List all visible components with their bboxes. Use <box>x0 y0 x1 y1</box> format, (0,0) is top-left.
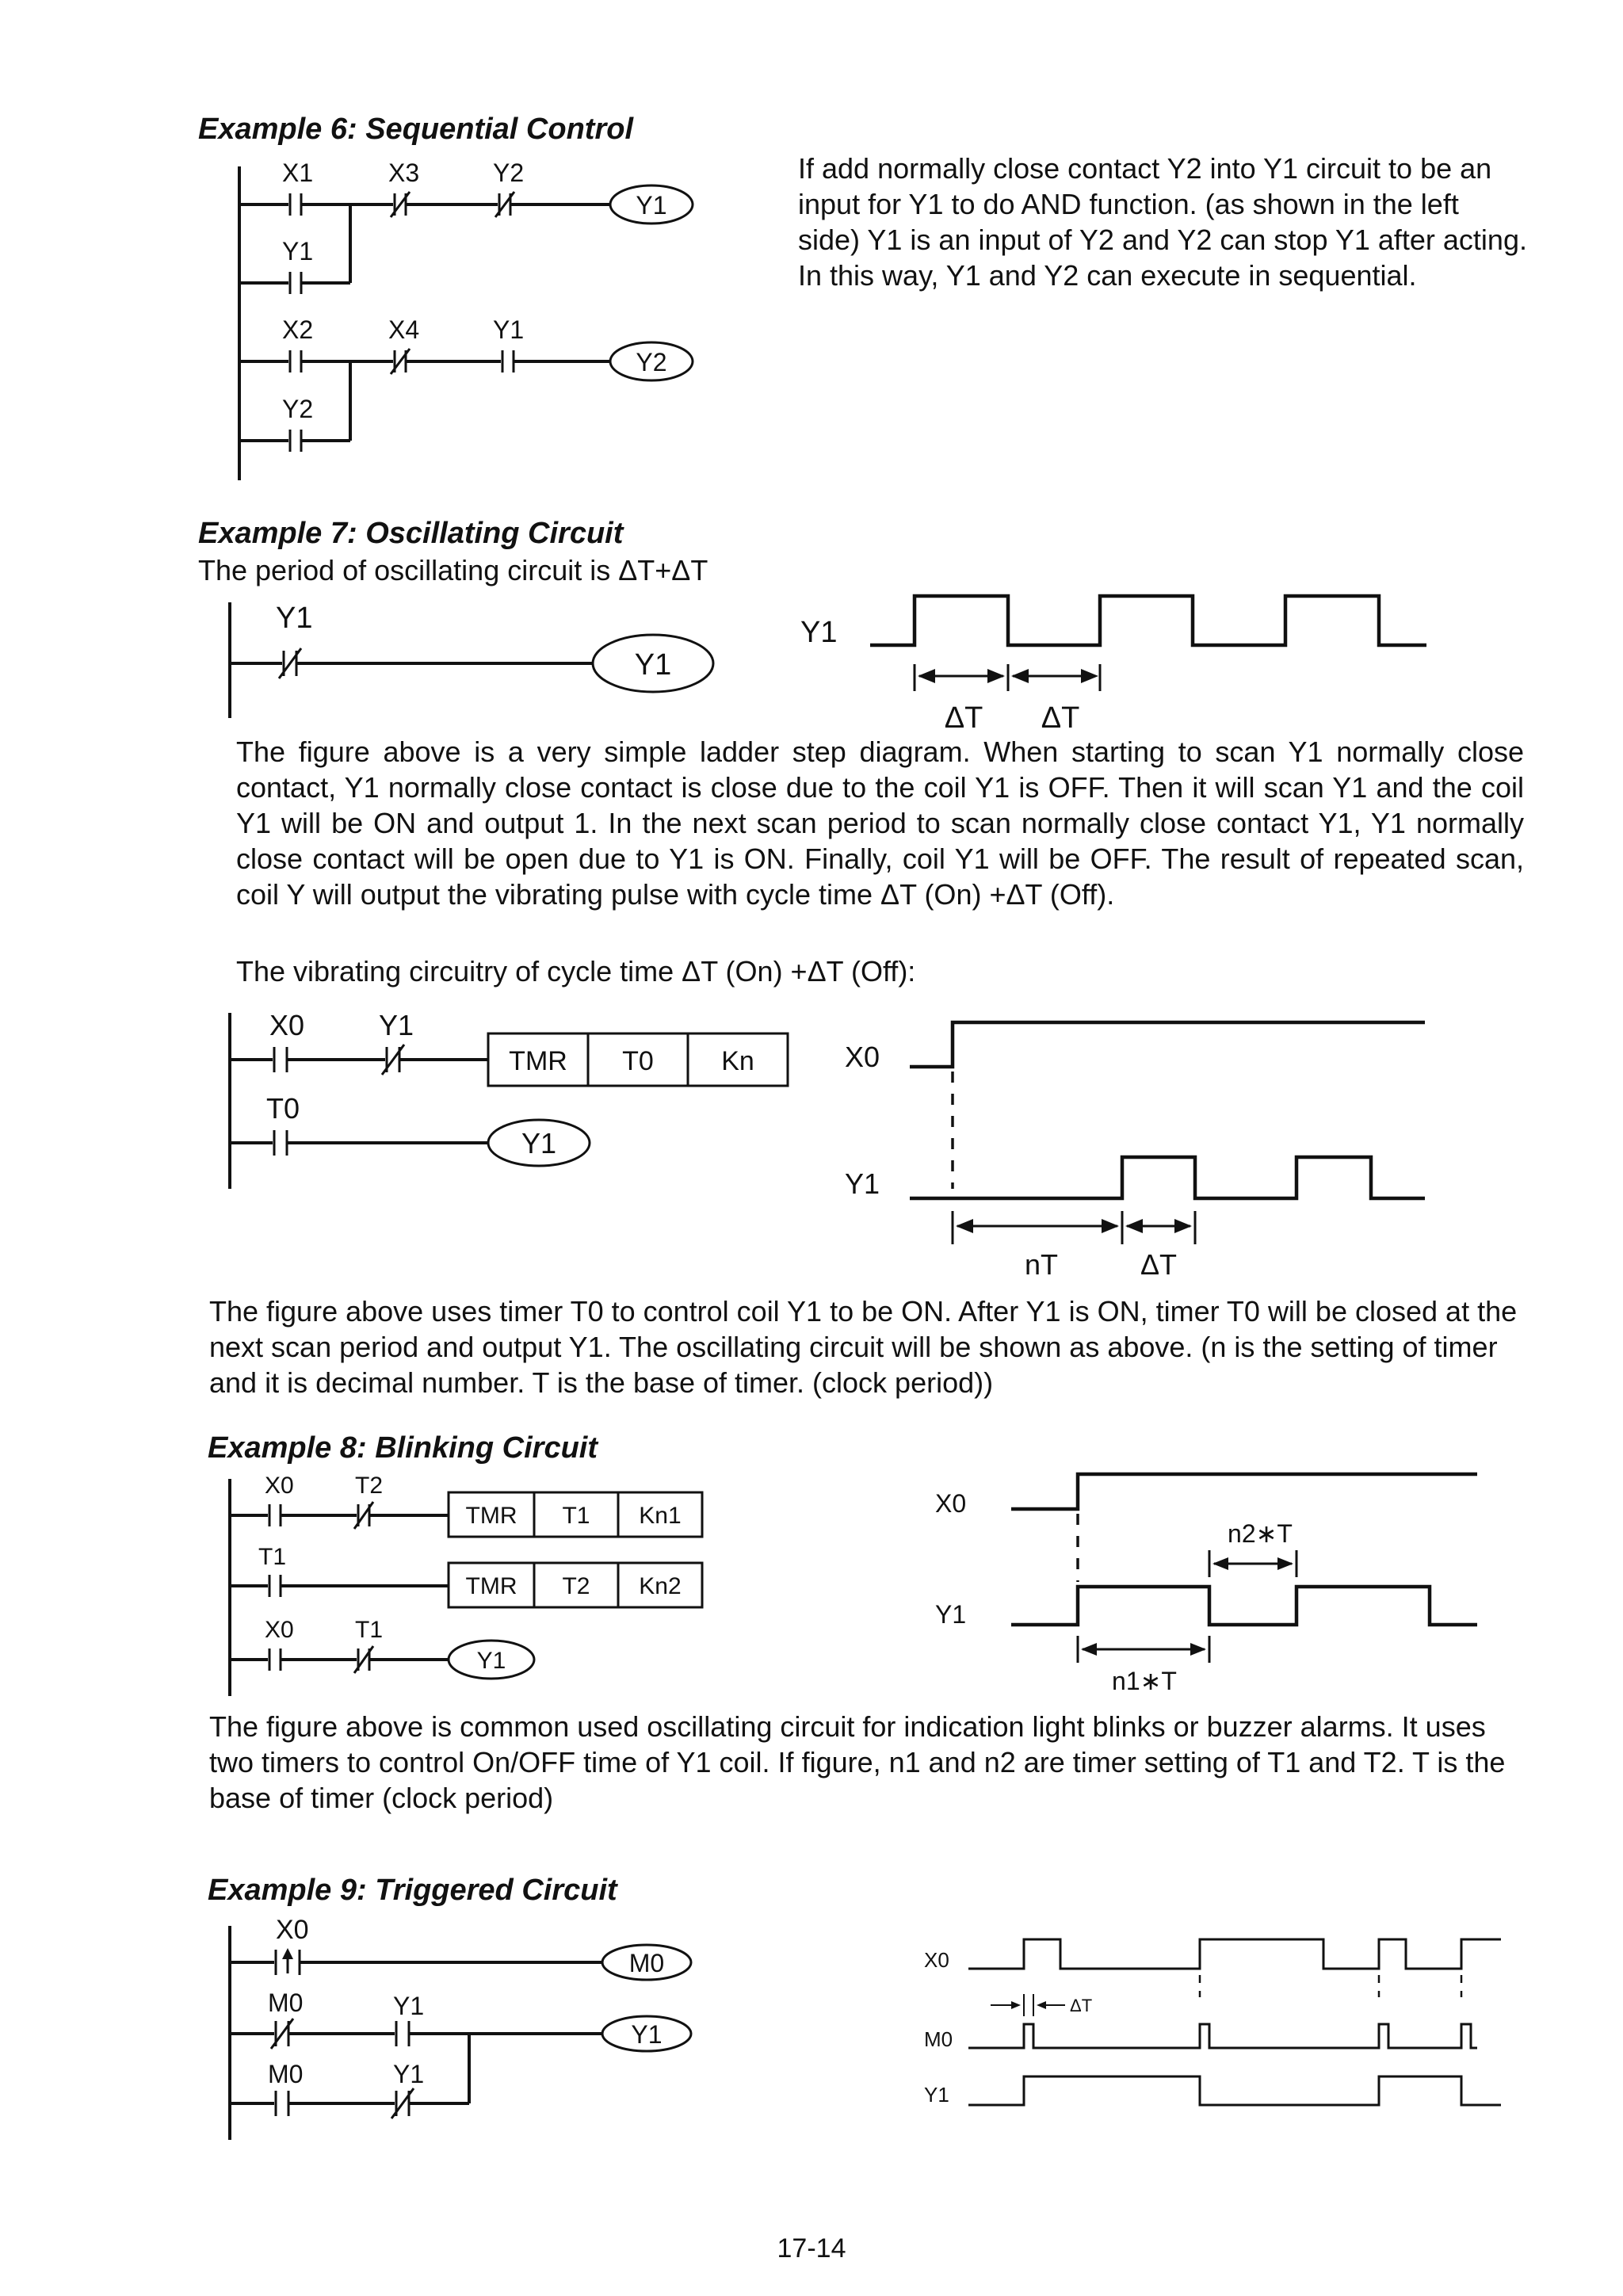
timer-t0-box-label: T0 <box>622 1046 654 1076</box>
coil-label-y1: Y1 <box>521 1127 557 1159</box>
delta-t-label: ΔT <box>1140 1248 1178 1281</box>
example-9-heading: Example 9: Triggered Circuit <box>208 1874 617 1907</box>
contact-label-t1: T1 <box>258 1544 287 1570</box>
example-6-description: If add normally close contact Y2 into Y1 circuit to be an input for Y1 to do AND function. (as shown in the left side) Y1 is an input of Y2 and Y2 can stop Y1 after acting. In this way, Y1 and Y2 can execute in sequential. <box>798 152 1527 292</box>
contact-label-x3: X3 <box>388 159 420 187</box>
nt-label: nT <box>1024 1248 1059 1281</box>
contact-label-x4: X4 <box>388 315 420 344</box>
delta-t-label-2: ΔT <box>1041 701 1080 735</box>
contact-label-x0: X0 <box>276 1915 309 1945</box>
contact-label-y2: Y2 <box>493 159 525 187</box>
example-8-heading: Example 8: Blinking Circuit <box>208 1431 598 1465</box>
example-6-heading: Example 6: Sequential Control <box>198 113 633 146</box>
timer-t2-box-label: T2 <box>562 1573 590 1599</box>
tmr-box-label-2: TMR <box>465 1573 517 1599</box>
coil-label-y1: Y1 <box>636 191 667 220</box>
tmr-box-label-1: TMR <box>465 1503 517 1529</box>
example-8-description: The figure above is common used oscillating circuit for indication light blinks or buzzer alarms. It uses two timers to control On/OFF time of Y1 coil. If figure, n1 and n2 are timer setting of T1 and T2. T is the base of timer (clock period) <box>209 1710 1506 1814</box>
contact-label-y1: Y1 <box>379 1009 414 1041</box>
n1t-label: n1∗T <box>1112 1667 1177 1695</box>
contact-label-t2: T2 <box>355 1473 384 1499</box>
coil-label-y1: Y1 <box>634 648 672 682</box>
example-7-paragraph-2: The vibrating circuitry of cycle time ΔT (On) +ΔT (Off): <box>236 955 916 988</box>
signal-label-x0: X0 <box>924 1948 949 1972</box>
contact-label-x0-rung3: X0 <box>265 1617 294 1643</box>
signal-label-m0: M0 <box>924 2027 953 2051</box>
signal-label-y1: Y1 <box>845 1167 880 1200</box>
timer-t1-box-label: T1 <box>562 1503 590 1529</box>
coil-label-y1: Y1 <box>476 1648 506 1674</box>
delta-t-label: ΔT <box>1070 1996 1093 2015</box>
signal-label-x0: X0 <box>935 1489 967 1518</box>
delta-t-label-1: ΔT <box>944 701 983 735</box>
signal-label-y1: Y1 <box>924 2083 949 2107</box>
contact-label-t1-rung3: T1 <box>355 1617 384 1643</box>
contact-label-x2: X2 <box>282 315 314 344</box>
contact-label-y1-branch: Y1 <box>393 2060 425 2088</box>
contact-label-y1-branch: Y1 <box>282 237 314 266</box>
coil-label-y1: Y1 <box>631 2020 663 2049</box>
kn-box-label: Kn <box>721 1046 754 1076</box>
contact-label-y1: Y1 <box>276 602 313 635</box>
page-number: 17-14 <box>777 2233 846 2264</box>
signal-label-y1: Y1 <box>800 616 838 649</box>
contact-label-y1: Y1 <box>393 1992 425 2020</box>
contact-label-m0-branch: M0 <box>268 2060 304 2088</box>
kn2-box-label: Kn2 <box>639 1573 682 1599</box>
tmr-box-label: TMR <box>509 1046 567 1076</box>
example-7-paragraph-3: The figure above uses timer T0 to control coil Y1 to be ON. After Y1 is ON, timer T0 will be closed at the next scan period and output Y1. The oscillating circuit will be shown as above. (n is the setting of timer and it is decimal number. T is the base of timer. (clock period)) <box>209 1295 1518 1399</box>
example-7-paragraph-1: The figure above is a very simple ladder step diagram. When starting to scan Y1 normally close contact, Y1 normally close contact is close due to the coil Y1 is OFF. Then it will scan Y1 and the coil Y1 will be ON and output 1. In the next scan period to scan normally close contact Y1, Y1 normally close contact will be open due to Y1 is ON. Finally, coil Y1 will be OFF. The result of repeated scan, coil Y will output the vibrating pulse with cycle time ΔT (On) +ΔT (Off). <box>236 735 1524 911</box>
contact-label-m0: M0 <box>268 1988 304 2017</box>
contact-label-y1: Y1 <box>493 315 525 344</box>
kn1-box-label: Kn1 <box>639 1503 682 1529</box>
contact-label-x0: X0 <box>265 1473 294 1499</box>
example-7-heading: Example 7: Oscillating Circuit <box>198 517 624 550</box>
n2t-label: n2∗T <box>1228 1519 1293 1548</box>
coil-label-y2: Y2 <box>636 348 667 376</box>
contact-label-x0: X0 <box>269 1009 305 1041</box>
coil-label-m0: M0 <box>628 1949 665 1977</box>
signal-label-y1: Y1 <box>935 1600 967 1629</box>
contact-label-y2-branch: Y2 <box>282 395 314 423</box>
contact-label-x1: X1 <box>282 159 314 187</box>
contact-label-t0: T0 <box>266 1092 300 1125</box>
example-7-subtitle: The period of oscillating circuit is ΔT+ΔT <box>198 554 708 586</box>
signal-label-x0: X0 <box>845 1041 880 1073</box>
